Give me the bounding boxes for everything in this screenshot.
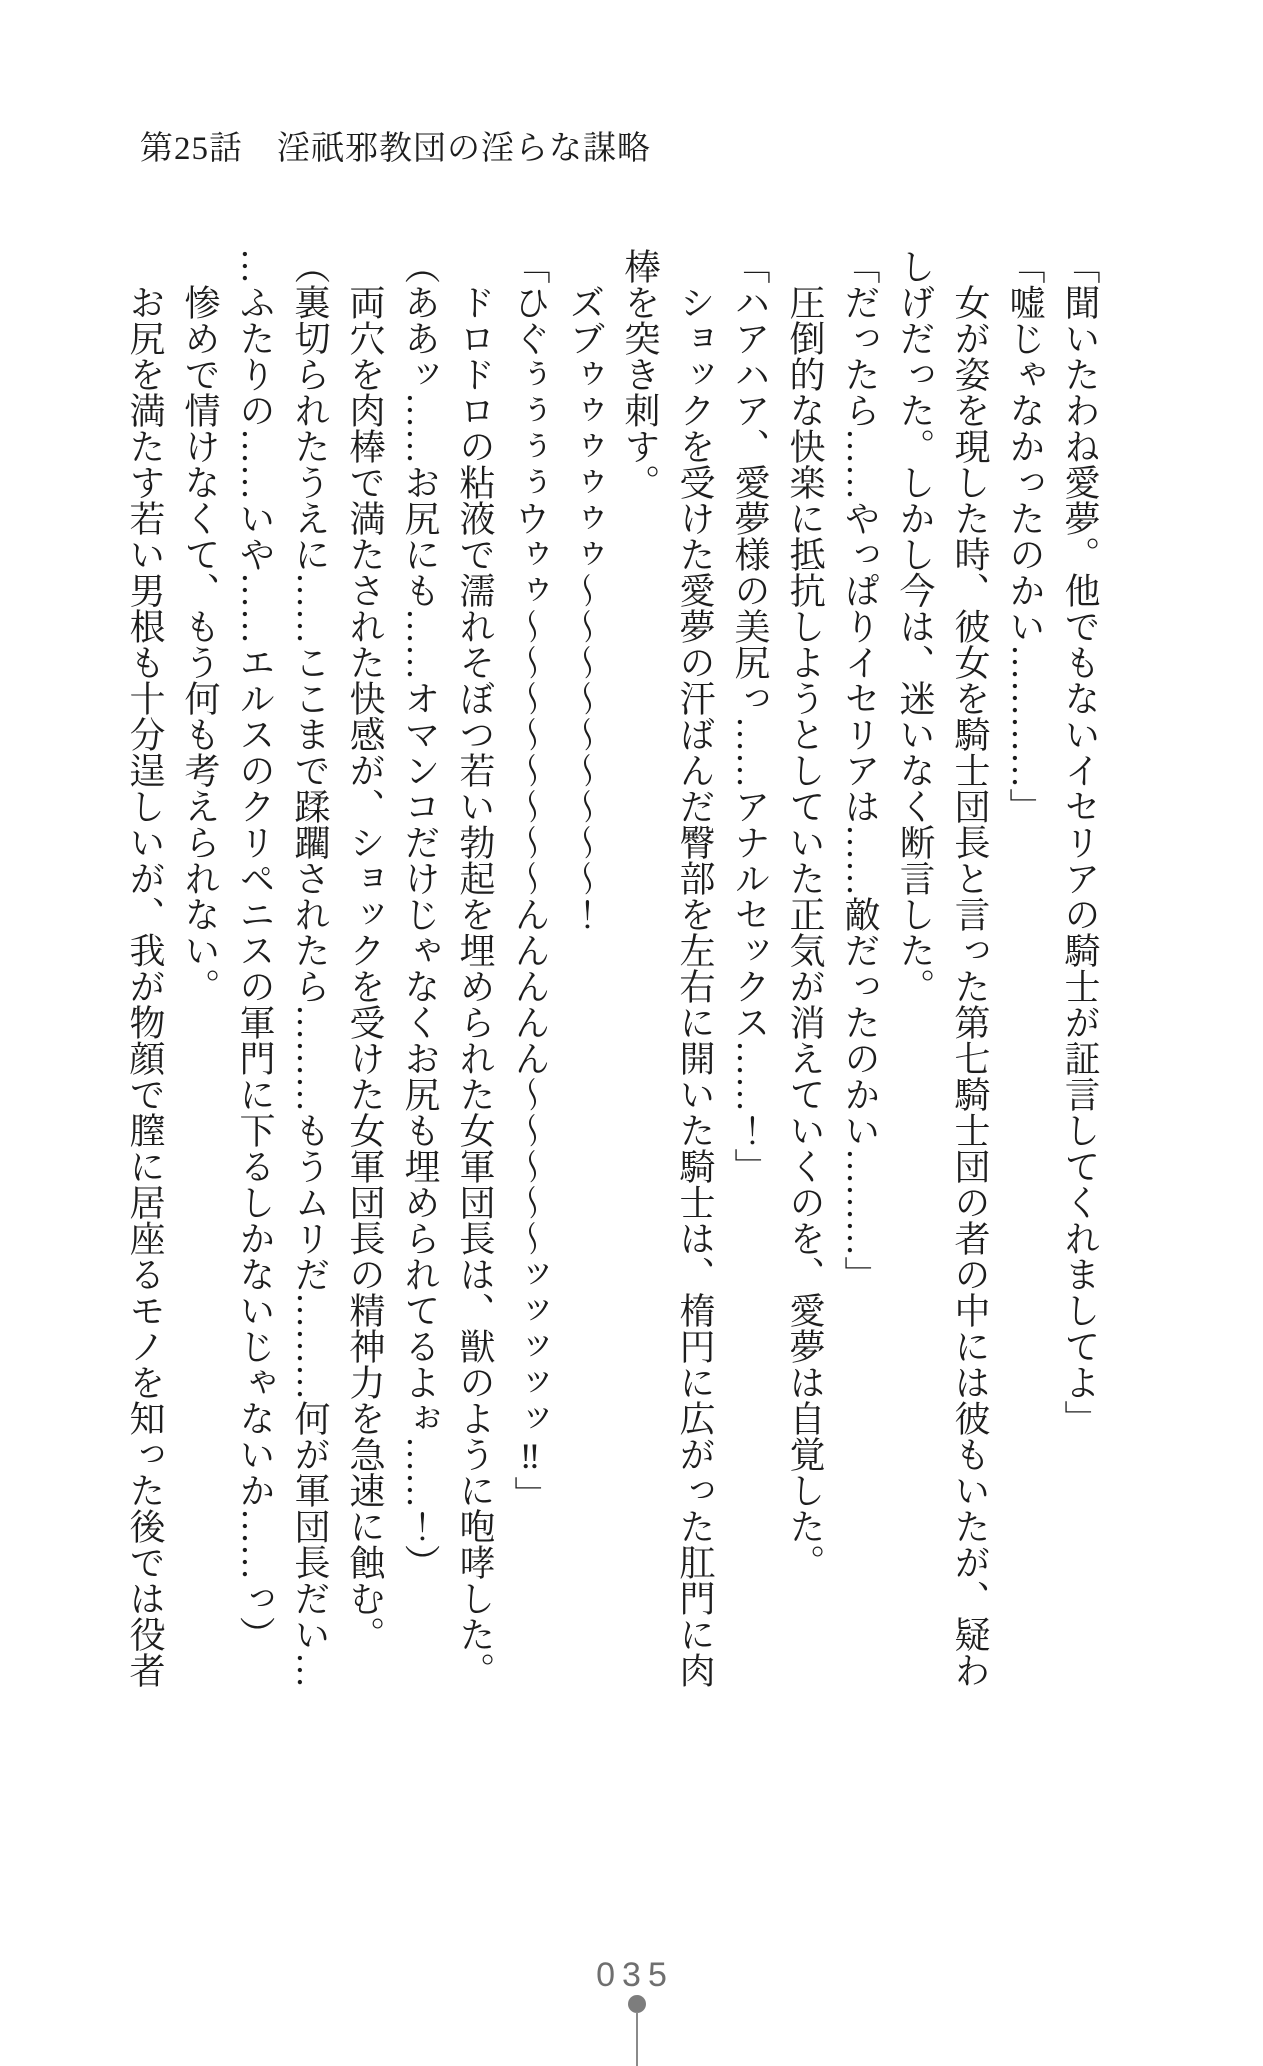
chapter-header: 第25話 淫祇邪教団の淫らな謀略 <box>140 131 651 167</box>
body-text <box>117 248 1107 1718</box>
text-column: ドロドロの粘液で濡れそぼつ若い勃起を埋められた女軍団長は、獣のように咆哮した。 <box>455 248 495 1688</box>
text-column: 「だったら……やっぱりイセリアは……敵だったのかい………」 <box>840 248 880 1292</box>
text-column: 「ひぐぅぅぅぅウゥゥ～～～～～～～～んんんんん～～～～～ッッッッッ‼」 <box>510 248 550 1512</box>
text-column: お尻を満たす若い男根も十分逞しいが、我が物顔で膣に居座るモノを知った後では役者 <box>125 248 165 1688</box>
page-number: 035 <box>596 1956 674 1994</box>
text-column: 圧倒的な快楽に抵抗しようとしていた正気が消えていくのを、愛夢は自覚した。 <box>785 248 825 1580</box>
text-column: ズブゥゥゥゥゥゥ～～～～～～～～～！ <box>565 248 605 932</box>
text-column: 棒を突き刺す。 <box>620 248 660 500</box>
text-column: 両穴を肉棒で満たされた快感が、ショックを受けた女軍団長の精神力を急速に蝕む。 <box>345 248 385 1652</box>
footer-dot-ornament <box>628 1995 646 2013</box>
text-column: 「ハアハア、愛夢様の美尻っ……アナルセックス……！」 <box>730 248 770 1184</box>
text-column: 「嘘じゃなかったのかい…………」 <box>1005 248 1045 824</box>
text-column: （ああッ……お尻にも……オマンコだけじゃなくお尻も埋められてるよぉ……！） <box>400 248 440 1580</box>
footer-line-ornament <box>636 2012 638 2066</box>
text-column: 「聞いたわね愛夢。他でもないイセリアの騎士が証言してくれましてよ」 <box>1060 248 1100 1436</box>
text-column: …ふたりの……いや……エルスのクリペニスの軍門に下るしかないじゃないか……っ） <box>235 248 275 1652</box>
text-column: （裏切られたうえに……ここまで蹂躙されたら………もうムリだ………何が軍団長だい… <box>290 248 330 1688</box>
text-column: ショックを受けた愛夢の汗ばんだ臀部を左右に開いた騎士は、楕円に広がった肛門に肉 <box>675 248 715 1688</box>
text-column: しげだった。しかし今は、迷いなく断言した。 <box>895 248 935 1004</box>
text-column: 女が姿を現した時、彼女を騎士団長と言った第七騎士団の者の中には彼もいたが、疑わ <box>950 248 990 1688</box>
text-column: 惨めで情けなくて、もう何も考えられない。 <box>180 248 220 1004</box>
